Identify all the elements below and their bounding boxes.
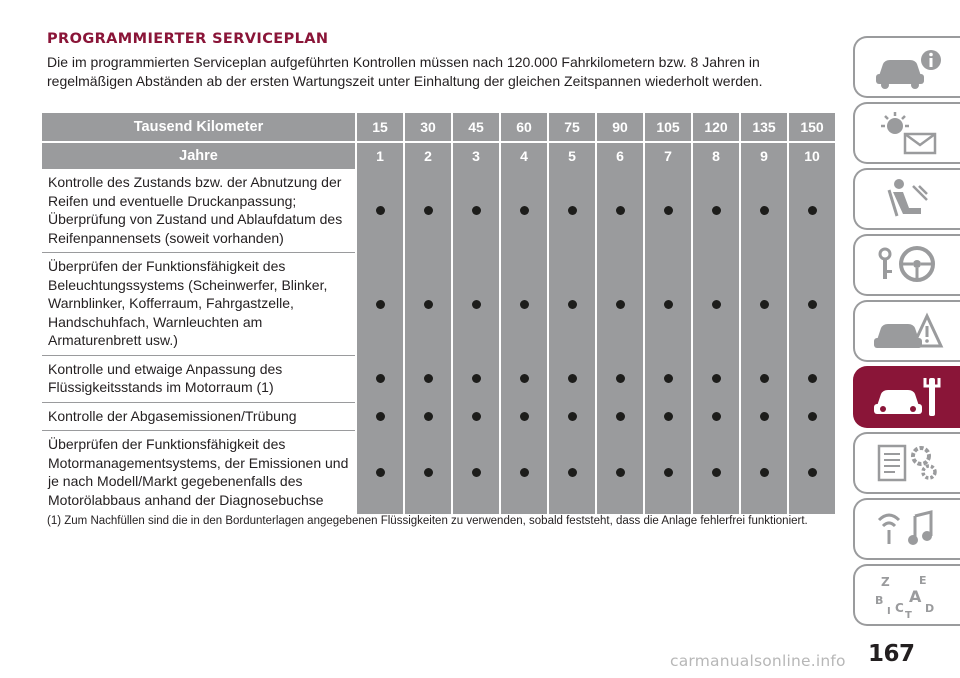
check-dot-icon: [568, 300, 577, 309]
interval-cell: [501, 253, 547, 356]
interval-cell: [549, 169, 595, 253]
chapter-tab-emergency[interactable]: [853, 300, 960, 362]
year-value: 8: [693, 141, 739, 169]
check-dot-icon: [472, 206, 481, 215]
check-dot-icon: [520, 206, 529, 215]
check-dot-icon: [424, 206, 433, 215]
year-value: 6: [597, 141, 643, 169]
intro-paragraph: Die im programmierten Serviceplan aufgeführten Kontrollen müssen nach 120.000 Fahrkilometern bzw. 8 Jahren in regelmäßigen Abständen ab der ersten Wartungszeit unter Einhaltung der gleichen Zeitspannen wiederholt werden.: [47, 54, 763, 89]
interval-cell: [693, 431, 739, 514]
svg-text:A: A: [908, 587, 921, 606]
years-header: Jahre: [42, 141, 355, 169]
check-dot-icon: [376, 468, 385, 477]
interval-cell: [501, 403, 547, 432]
check-dot-icon: [568, 374, 577, 383]
interval-cell: [789, 431, 835, 514]
multimedia-icon: [869, 506, 947, 552]
check-dot-icon: [424, 300, 433, 309]
check-dot-icon: [712, 468, 721, 477]
interval-cell: [357, 253, 403, 356]
years-header-row: [42, 141, 835, 169]
service-plan-table-wrapper: [40, 113, 837, 514]
km-value: 30: [405, 113, 451, 141]
car-service-icon: [869, 374, 947, 420]
year-value: 4: [501, 141, 547, 169]
km-value: 60: [501, 113, 547, 141]
chapter-tab-index[interactable]: [853, 564, 960, 626]
interval-cell: [405, 253, 451, 356]
interval-cell: [645, 356, 691, 403]
check-dot-icon: [376, 374, 385, 383]
interval-cell: [405, 403, 451, 432]
interval-cell: [549, 403, 595, 432]
interval-cell: [357, 431, 403, 514]
check-dot-icon: [616, 374, 625, 383]
section-title: PROGRAMMIERTER SERVICEPLAN: [47, 31, 329, 47]
year-value: 3: [453, 141, 499, 169]
km-value: 120: [693, 113, 739, 141]
interval-cell: [405, 356, 451, 403]
service-task-label: Überprüfen der Funktionsfähigkeit des Motormanagementsystems, der Emissionen und je nach Modell/Markt gegebenenfalls des Motorölabbaus anhand der Diagnosebuchse: [42, 431, 355, 514]
chapter-tab-multimedia[interactable]: [853, 498, 960, 560]
interval-cell: [693, 253, 739, 356]
check-dot-icon: [616, 206, 625, 215]
check-dot-icon: [568, 412, 577, 421]
interval-cell: [549, 356, 595, 403]
svg-text:I: I: [886, 606, 891, 617]
check-dot-icon: [760, 300, 769, 309]
check-dot-icon: [472, 374, 481, 383]
page-number: 167: [868, 641, 915, 667]
specs-gears-icon: [869, 440, 947, 486]
svg-text:T: T: [904, 610, 912, 618]
svg-text:Z: Z: [880, 575, 890, 589]
check-dot-icon: [760, 206, 769, 215]
interval-cell: [597, 356, 643, 403]
key-steering-wheel-icon: [869, 242, 947, 288]
check-dot-icon: [424, 412, 433, 421]
car-info-icon: [869, 44, 947, 90]
service-plan-table: [40, 113, 837, 514]
check-dot-icon: [808, 206, 817, 215]
check-dot-icon: [568, 468, 577, 477]
interval-cell: [597, 403, 643, 432]
interval-cell: [693, 356, 739, 403]
check-dot-icon: [376, 206, 385, 215]
svg-text:E: E: [918, 574, 927, 587]
check-dot-icon: [760, 374, 769, 383]
interval-cell: [645, 431, 691, 514]
km-value: 105: [645, 113, 691, 141]
year-value: 2: [405, 141, 451, 169]
check-dot-icon: [664, 300, 673, 309]
interval-cell: [405, 431, 451, 514]
interval-cell: [357, 356, 403, 403]
year-value: 10: [789, 141, 835, 169]
check-dot-icon: [808, 300, 817, 309]
interval-cell: [501, 356, 547, 403]
interval-cell: [597, 253, 643, 356]
check-dot-icon: [616, 412, 625, 421]
km-value: 75: [549, 113, 595, 141]
check-dot-icon: [520, 468, 529, 477]
km-header: Tausend Kilometer: [42, 113, 355, 141]
service-task-label: Kontrolle der Abgasemissionen/Trübung: [42, 403, 355, 432]
svg-text:C: C: [894, 601, 904, 615]
interval-cell: [645, 253, 691, 356]
seat-airbag-icon: [869, 176, 947, 222]
check-dot-icon: [616, 300, 625, 309]
service-task-row: [42, 169, 835, 253]
chapter-tab-starting-driving[interactable]: [853, 234, 960, 296]
chapter-tab-lights-warnings[interactable]: [853, 102, 960, 164]
check-dot-icon: [424, 468, 433, 477]
year-value: 7: [645, 141, 691, 169]
check-dot-icon: [808, 468, 817, 477]
svg-text:B: B: [874, 594, 883, 607]
interval-cell: [645, 403, 691, 432]
check-dot-icon: [760, 412, 769, 421]
km-header-row: [42, 113, 835, 141]
service-task-label: Kontrolle des Zustands bzw. der Abnutzung der Reifen und eventuelle Druckanpassung; Überprüfung von Zustand und Ablaufdatum des Reifenpannensets (soweit vorhanden): [42, 169, 355, 253]
check-dot-icon: [808, 374, 817, 383]
interval-cell: [549, 431, 595, 514]
check-dot-icon: [664, 374, 673, 383]
interval-cell: [597, 431, 643, 514]
check-dot-icon: [664, 468, 673, 477]
year-value: 9: [741, 141, 787, 169]
check-dot-icon: [424, 374, 433, 383]
check-dot-icon: [712, 206, 721, 215]
interval-cell: [741, 403, 787, 432]
interval-cell: [789, 356, 835, 403]
interval-cell: [453, 169, 499, 253]
year-value: 5: [549, 141, 595, 169]
interval-cell: [453, 431, 499, 514]
km-value: 45: [453, 113, 499, 141]
km-value: 135: [741, 113, 787, 141]
interval-cell: [645, 169, 691, 253]
check-dot-icon: [472, 412, 481, 421]
interval-cell: [789, 403, 835, 432]
interval-cell: [453, 253, 499, 356]
interval-cell: [357, 403, 403, 432]
check-dot-icon: [664, 412, 673, 421]
interval-cell: [549, 253, 595, 356]
check-dot-icon: [520, 374, 529, 383]
chapter-tab-service[interactable]: [853, 366, 960, 428]
interval-cell: [693, 169, 739, 253]
check-dot-icon: [808, 412, 817, 421]
service-task-label: Kontrolle und etwaige Anpassung des Flüssigkeitsstands im Motorraum (1): [42, 356, 355, 403]
interval-cell: [597, 169, 643, 253]
interval-cell: [741, 431, 787, 514]
chapter-tab-car-info[interactable]: [853, 36, 960, 98]
interval-cell: [741, 253, 787, 356]
check-dot-icon: [376, 300, 385, 309]
service-task-row: [42, 356, 835, 403]
check-dot-icon: [520, 300, 529, 309]
check-dot-icon: [712, 374, 721, 383]
interval-cell: [789, 169, 835, 253]
interval-cell: [501, 169, 547, 253]
check-dot-icon: [472, 468, 481, 477]
interval-cell: [741, 356, 787, 403]
km-value: 90: [597, 113, 643, 141]
check-dot-icon: [376, 412, 385, 421]
check-dot-icon: [520, 412, 529, 421]
service-task-row: [42, 253, 835, 356]
km-value: 15: [357, 113, 403, 141]
check-dot-icon: [712, 412, 721, 421]
interval-cell: [741, 169, 787, 253]
interval-cell: [693, 403, 739, 432]
check-dot-icon: [568, 206, 577, 215]
km-value: 150: [789, 113, 835, 141]
footnote: (1) Zum Nachfüllen sind die in den Bordunterlagen angegebenen Flüssigkeiten zu verwenden, sobald feststeht, dass die Anlage fehlerfrei funktioniert.: [47, 515, 808, 527]
service-task-label: Überprüfen der Funktionsfähigkeit des Beleuchtungssystems (Scheinwerfer, Blinker, Warnblinker, Kofferraum, Fahrgastzelle, Handschuhfach, Warnleuchten am Armaturenbrett usw.): [42, 253, 355, 356]
lights-warning-icon: [869, 110, 947, 156]
check-dot-icon: [472, 300, 481, 309]
check-dot-icon: [664, 206, 673, 215]
interval-cell: [453, 403, 499, 432]
interval-cell: [405, 169, 451, 253]
alphabetical-index-icon: [869, 572, 947, 618]
interval-cell: [789, 253, 835, 356]
svg-text:D: D: [924, 602, 934, 615]
car-breakdown-icon: [869, 308, 947, 354]
service-task-row: [42, 431, 835, 514]
interval-cell: [357, 169, 403, 253]
year-value: 1: [357, 141, 403, 169]
interval-cell: [453, 356, 499, 403]
service-plan-rows: [42, 169, 835, 514]
chapter-tab-technical-data[interactable]: [853, 432, 960, 494]
check-dot-icon: [760, 468, 769, 477]
chapter-tab-safety[interactable]: [853, 168, 960, 230]
check-dot-icon: [712, 300, 721, 309]
interval-cell: [501, 431, 547, 514]
service-task-row: [42, 403, 835, 432]
check-dot-icon: [616, 468, 625, 477]
watermark: carmanualsonline.info: [670, 652, 846, 670]
